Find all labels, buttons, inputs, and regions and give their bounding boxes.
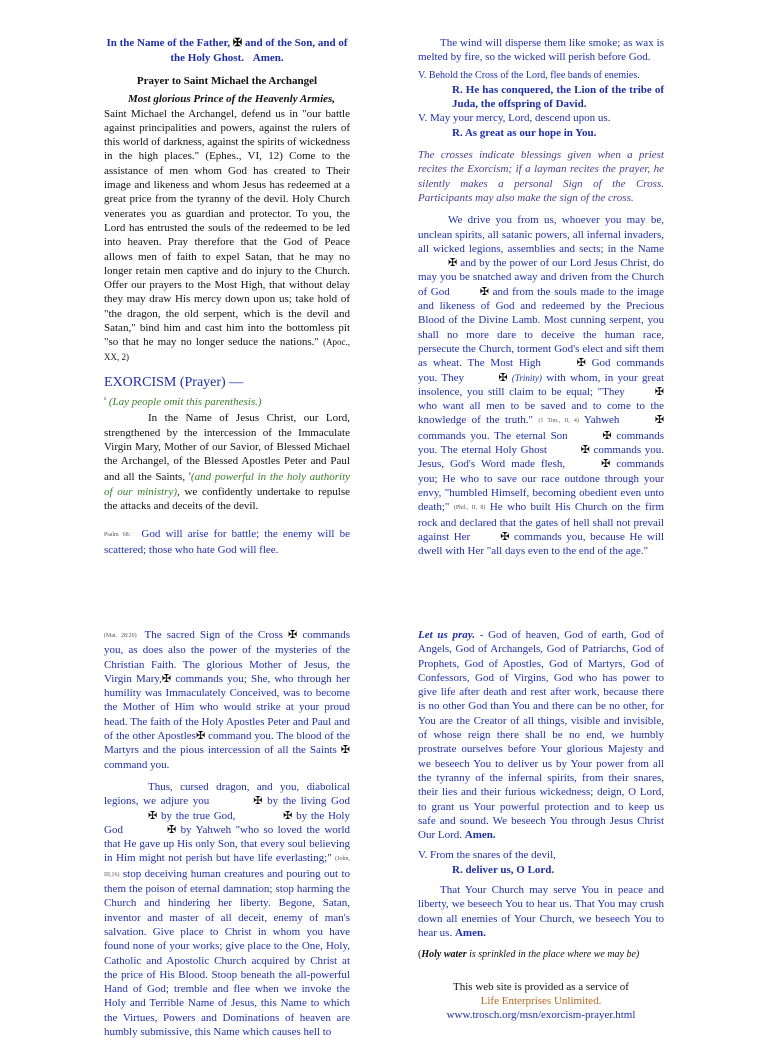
holy-water-label: Holy water [421,949,467,961]
prayer-body: Saint Michael the Archangel, defend us in "our battle against principalities and powers, against the rulers of this world of darkness, against the spirits of wickedness in the high places." (Ephes., VI, 12) Come to the assistance of men whom God has created to Their image and likeness and whom Jesus has redeemed at a great price from the tyranny of the devil. Holy Church venerates you as guardian and protector. To you, the Lord has entrusted the souls of the redeemed to be led into heaven. Pray therefore that the God of Peace allows men of faith to expel Satan, that he may no longer retain men captive and do injury to the Church. Offer our prayers to the Most High, that without delay they may draw His mercy down upon us; take hold of "the dragon, the old serpent, which is the devil and Satan," bind him and cast him into the bottomless pit "so that he may no longer seduce the nations." [104,107,350,349]
apoc-ref: (Apoc., XX, 2) [104,337,351,362]
body-s11: commands you; He who to save our race outdone through your envy, "humbled Himself, becoming obedient even unto death;" [418,458,664,514]
cross-icon: ✠ [448,257,458,270]
body-s6: who want all men to be saved and to come to the knowledge of the truth." [418,400,664,427]
final-prayer-text: God of heaven, God of earth, God of Angels, God of Archangels, God of Patriarchs, God of Prophets, God of Apostles, God of Martyrs, God of Confessors, God of Virgins, God who has power to give life after death and rest after work, because there is no other God than You and there can be no other, for You are the Creator of all things, visible and invisible, of whose reign there shall be no end, we humbly prostrate ourselves before Your glorious Majesty and we beseech You to deliver us by Your power from all the tyranny of the infernal spirits, from their snares, their lies and their furious wickedness; deign, O Lord, to grant us Your powerful protection and to keep us safe and sound. We beseech You through Jesus Christ Our Lord. [418,629,665,842]
para-a5: command you. [104,758,170,771]
exorcism-body [418,213,664,558]
cross-icon: ✠ [654,414,665,427]
column-bottom-left [104,628,351,1039]
para-b3: by the true God, [160,809,236,822]
column-bottom-right [418,628,664,963]
para-b5: by Yahweh "who so loved the world that He gave up His only Son, that every soul believing in Him might not perish but have life everlasting;" [104,823,350,865]
footer-org: Life Enterprises Unlimited. [480,995,602,1007]
footer [418,980,664,1022]
cross-icon: ✠ [498,371,508,384]
response-1: R. He has conquered, the Lion of the tribe of Juda, the offspring of David. [452,83,664,111]
holy-water-note [418,948,664,962]
response-3: R. deliver us, O Lord. [452,863,555,876]
versicle-3: V. From the snares of the devil, [418,849,556,862]
john-ref: (John, III,16) [104,856,350,878]
versicle-1: V. Behold the Cross of the Lord, flee bands of enemies. [418,69,640,81]
intro-green: (and powerful in the holy authority of our ministry) [104,471,351,498]
intro-text-end: , we confidently undertake to repulse the attacks and deceits of the devil. [104,485,351,513]
cross-icon: ✠ [288,629,298,641]
cross-icon: ✠ [253,795,263,808]
invocation-text-b: and of the Son, and of the Holy Ghost. [170,37,348,64]
body-s1: We drive you from us, whoever you may be, unclean spirits, all satanic powers, all infernal invaders, all wicked legions, assemblies and sects; in the Name [418,214,664,255]
body-s2: and by the power of our Lord Jesus Christ, do may you be snatched away and driven from the Church of God [418,257,665,298]
cross-icon: ✠ [576,357,586,370]
exorcism-intro [104,411,350,513]
invocation-amen: Amen. [252,52,284,64]
adjuration-para [104,780,350,1039]
para-a2: commands you, as does also the power of the mysteries of the Christian Faith. The glorious Mother of Jesus, the Virgin Mary, [104,629,351,685]
column-top-left [104,36,350,557]
cross-icon: ✠ [148,809,158,822]
response-2: R. As great as our hope in You. [452,126,597,139]
holy-water-rest: is sprinkled in the place where we may be) [466,949,640,961]
body-s7: Yahweh [583,414,620,427]
body-s9: commands you. The eternal Holy Ghost [418,429,665,457]
cross-icon: ✠ [580,444,590,457]
exorcism-heading: EXORCISM (Prayer) — [104,374,244,390]
body-s8: commands you. The eternal Son [418,429,568,442]
para-b6: stop deceiving human creatures and pouring out to them the poison of eternal damnation; stop harming the Church and hindering her liberty. Begone, Satan, inventor and master of all deceit, enemy of man's salvation. Give place to Christ in whom you have found none of your works; give place to the One, Holy, Catholic and Apostolic Church acquired by Christ at the price of His Blood. Stoop beneath the all-powerful Hand of God; tremble and flee when we invoke the Holy and Terrible Name of Jesus, this Name to which the Virtues, Powers and Dominations of heaven are humbly submissive, this Name which causes hell to [104,867,350,1039]
psalm-continued: The wind will disperse them like smoke; as wax is melted by fire, so the wicked will perish before God. [418,37,664,64]
lay-note [104,393,350,409]
tim-ref: (1 Tim., II, 4) [538,418,579,425]
footer-url[interactable]: www.trosch.org/msn/exorcism-prayer.html [446,1009,636,1021]
cross-icon: ✠ [195,730,206,743]
amen-1: Amen. [464,829,496,842]
invocation-text-a: In the Name of the Father, [106,37,231,49]
body-s4: God commands you. They [418,357,664,384]
cross-icon: ✠ [166,823,177,836]
intro-mark: ¹ [188,471,191,480]
cross-icon: ✠ [654,385,664,398]
cross-icon: ✠ [500,530,510,543]
para-b1: Thus, cursed dragon, and you, diabolical legions, we adjure you [104,780,350,808]
petition-text: That Your Church may serve You in peace and liberty, we beseech You to hear us. That You may crush down all enemies of Your Church, we beseech You to hear us. [418,884,664,939]
st-michael-prayer [104,92,350,364]
let-us-pray-label: Let us pray. [418,629,475,641]
sign-of-cross-para [104,628,350,772]
para-b2: by the living God [267,795,350,808]
body-s12: He who built His Church on the firm rock and declared that the gates of hell shall not prevail against Her [418,501,664,543]
cross-icon: ✠ [283,809,293,822]
note-text: (Lay people omit this parenthesis.) [108,395,262,408]
psalm-verse [104,527,350,557]
versicle-2: V. May your mercy, Lord, descend upon us. [418,112,611,125]
amen-2: Amen. [454,926,486,939]
petition-para [418,883,664,940]
let-us-pray-dash: - [474,629,489,641]
invocation [104,36,350,66]
cross-icon: ✠ [340,744,351,757]
para-a1: The sacred Sign of the Cross [144,629,283,641]
phil-ref: (Phil., II, 8) [453,505,486,512]
cross-icon: ✠ [161,672,172,685]
let-us-pray-para [418,628,664,842]
trinity-note: (Trinity) [511,372,542,383]
para-a4: command you. The blood of the Martyrs and the pious intercession of all the Saints [104,730,351,757]
para-b4: by the Holy God [104,809,350,836]
footer-line-1: This web site is provided as a service of [453,981,629,993]
psalm-ref: Psalm 68: [104,532,131,539]
cross-icon: ✠ [602,429,612,442]
body-s5: with whom, in your great insolence, you still claim to be equal; "They [418,371,665,398]
mat-ref: (Mat. 28:20) [104,633,137,639]
cross-icon: ✠ [232,37,243,49]
body-s10: commands you. Jesus, God's Word made flesh, [418,444,665,471]
column-top-right [418,36,664,558]
psalm-text: God will arise for battle; the enemy will be scattered; those who hate God will flee. [104,528,351,556]
water-open: ( [418,949,422,961]
intro-text: In the Name of Jesus Christ, our Lord, strengthened by the intercession of the Immaculate Virgin Mary, Mother of our Savior, of Blessed Michael the Archangel, of the Blessed Apostles Peter and Paul and all the Saints, [104,412,350,484]
cross-icon: ✠ [479,285,489,298]
body-s3: and from the souls made to the image and likeness of God and redeemed by the Precious Blood of the Divine Lamb. Most cunning serpent, you shall no more dare to deceive the human race, persecute the Church, torment God's elect and sift them as wheat. The Most High [418,285,665,370]
rubric: The crosses indicate blessings given when a priest recites the Exorcism; if a layman recites the prayer, he silently makes a personal Sign of the Cross. Participants may also make the sign of the cross. [418,149,664,204]
prayer-title: Prayer to Saint Michael the Archangel [136,75,318,87]
prayer-opening: Most glorious Prince of the Heavenly Armies, [128,93,336,106]
note-mark: ¹ [104,395,107,404]
body-s13: commands you, because He will dwell with Her "all days even to the end of the age." [418,530,664,558]
cross-icon: ✠ [601,458,611,471]
para-a3: commands you; She, who through her humility was Immaculately Conceived, was to become the Mother of Him who would strike at your proud head. The faith of the Holy Apostles Peter and Paul and of the other Apostles [104,672,350,743]
